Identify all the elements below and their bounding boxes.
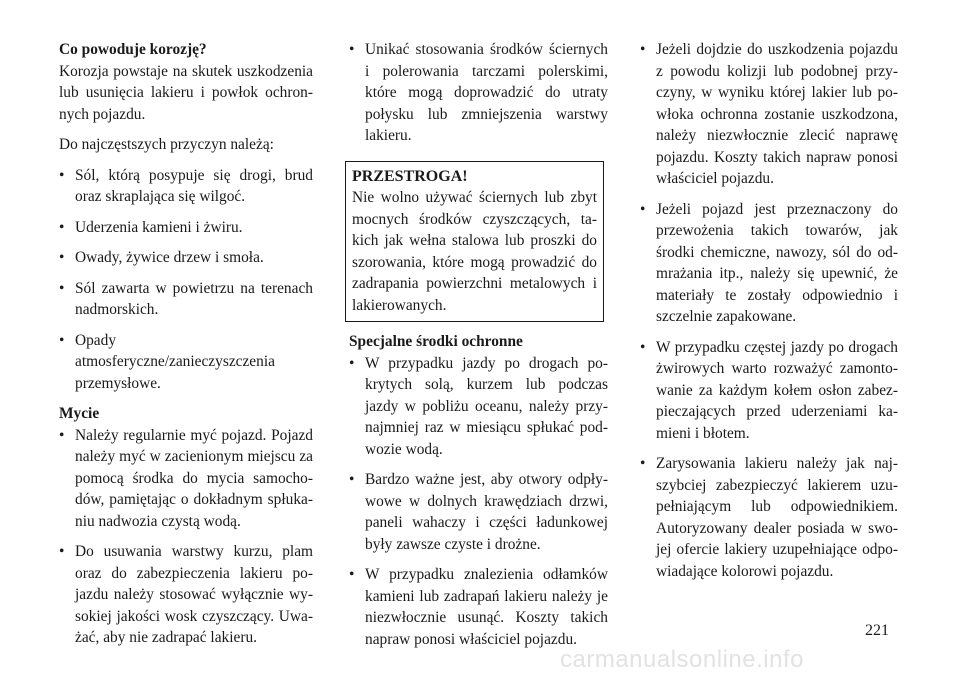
- page-number: 221: [865, 622, 889, 639]
- damage-list: [640, 39, 898, 582]
- list-item: • Uderzenia kamieni i żwiru.: [59, 217, 313, 239]
- watermark: carmanualsonline.info: [560, 646, 804, 673]
- heading-washing: Mycie: [59, 405, 100, 422]
- list-item: • Sól zawarta w powietrzu na terenach nadmorskich.: [59, 278, 313, 321]
- list-item: • Unikać stosowania środków ściernych i polerowania tarczami polerskimi, które mogą doprowadzić do utraty połysku lub zmniejszenia warstwy lakieru.: [349, 39, 608, 147]
- column-right: [640, 39, 898, 582]
- warning-text: Nie wolno używać ściernych lub zbyt mocnych środków czyszczących, ta-kich jak wełna stalowa lub proszki do szorowania, które mogą prowadzić do zadrapania powierzchni metalowych i lakierowanych.: [352, 189, 597, 314]
- list-item: • W przypadku jazdy po drogach po-krytych solą, kurzem lub podczas jazdy w pobliżu oceanu, należy przy-najmniej raz w miesiącu spłukać pod-wozie wodą.: [349, 353, 608, 461]
- list-item: • Sól, którą posypuje się drogi, brud oraz skraplająca się wilgoć.: [59, 165, 313, 208]
- heading-special-protection: Specjalne środki ochronne: [349, 333, 523, 350]
- washing-list: [59, 425, 313, 649]
- list-item: • Należy regularnie myć pojazd. Pojazd należy myć w zacienionym miejscu za pomocą środka do mycia samocho-dów, pamiętając o dokładnym spłuka-niu nadwozia czystą wodą.: [59, 425, 313, 533]
- intro-paragraph: Korozja powstaje na skutek uszkodzenia lub usunięcia lakieru i powłok ochron-nych pojazdu.: [59, 62, 313, 123]
- list-item: • W przypadku częstej jazdy po drogach żwirowych warto rozważyć zamonto-wanie za każdym kołem osłon zabez-pieczających przed uderzeniami ka-mieni i błotem.: [640, 337, 898, 445]
- list-item: • Jeżeli pojazd jest przeznaczony do przewożenia takich towarów, jak środki chemiczne, nawozy, sól do od-mrażania itp., należy się upewnić, że materiały te zostały odpowiednio i szczelnie zapakowane.: [640, 199, 898, 328]
- causes-intro: Do najczęstszych przyczyn należą:: [59, 136, 274, 153]
- warning-title: PRZESTROGA!: [352, 167, 468, 185]
- list-item: • Owady, żywice drzew i smoła.: [59, 247, 313, 269]
- list-item: • Opady atmosferyczne/zanieczyszczenia przemysłowe.: [59, 330, 313, 395]
- list-item: • Do usuwania warstwy kurzu, plam oraz do zabezpieczenia lakieru po-jazdu należy stosować wyłącznie wy-sokiej jakości wosk czyszczący. Uwa-żać, aby nie zadrapać lakieru.: [59, 541, 313, 649]
- heading-corrosion-causes: Co powoduje korozję?: [59, 41, 207, 58]
- causes-list: [59, 165, 313, 395]
- special-list: [349, 353, 608, 651]
- list-item: • Zarysowania lakieru należy jak naj-szybciej zabezpieczyć lakierem uzu-pełniającym lub odpowiednikiem. Autoryzowany dealer posiada w swo-jej ofercie lakiery uzupełniające odpo-wiadające kolorowi pojazdu.: [640, 453, 898, 582]
- warning-box: [345, 161, 604, 323]
- column-left: [59, 39, 313, 649]
- list-item: • Jeżeli dojdzie do uszkodzenia pojazdu z powodu kolizji lub podobnej przy-czyny, w wyniku której lakier lub po-włoka ochronna zostanie uszkodzona, należy niezwłocznie zlecić naprawę pojazdu. Koszty takich napraw ponosi właściciel pojazdu.: [640, 39, 898, 190]
- list-item: • W przypadku znalezienia odłamków kamieni lub zadrapań lakieru należy je niezwłocznie usunąć. Koszty takich napraw ponosi właściciel pojazdu.: [349, 564, 608, 650]
- list-item: • Bardzo ważne jest, aby otwory odpły-wowe w dolnych krawędziach drzwi, paneli wahaczy i części ładunkowej były zawsze czyste i drożne.: [349, 469, 608, 555]
- abrasive-list: [349, 39, 608, 147]
- column-middle: [349, 39, 608, 650]
